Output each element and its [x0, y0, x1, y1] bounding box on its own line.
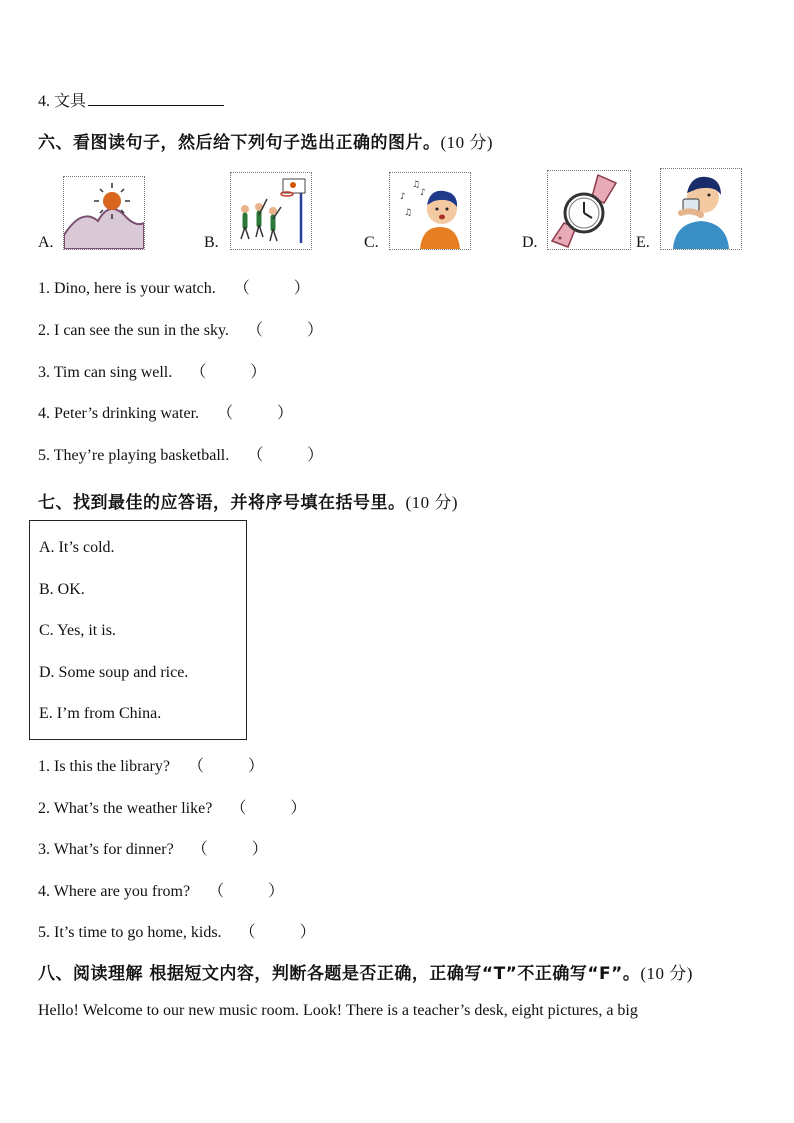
svg-text:♪: ♪	[420, 188, 426, 198]
answer-parentheses[interactable]	[230, 795, 306, 818]
answer-parentheses[interactable]	[188, 753, 264, 776]
question-text: 3. What’s for dinner?	[38, 841, 174, 858]
section6-score: (10 分)	[440, 133, 494, 152]
paren-open: （	[239, 924, 256, 941]
reading-passage: Hello! Welcome to our new music room. Look! There is a teacher’s desk, eight pictures, a big	[38, 1002, 638, 1019]
question-text: 4. Where are you from?	[38, 883, 191, 900]
paren-close: ）	[247, 758, 264, 775]
paren-close: ）	[307, 447, 324, 464]
paren-open: （	[191, 841, 208, 858]
answer-parentheses[interactable]	[192, 836, 268, 859]
section6-title: 六、看图读句子，然后给下列句子选出正确的图片。	[38, 133, 441, 153]
answer-parentheses[interactable]	[247, 317, 323, 340]
svg-text:♫: ♫	[412, 180, 421, 190]
section7-question	[38, 919, 316, 942]
question-text: 5. It’s time to go home, kids.	[38, 924, 222, 941]
sun-over-mountain-icon	[63, 176, 145, 250]
answer-parentheses[interactable]	[234, 275, 310, 298]
paren-close: ）	[251, 841, 268, 858]
paren-open: （	[208, 883, 225, 900]
boy-singing-icon	[389, 172, 471, 250]
paren-open: （	[246, 322, 263, 339]
section6-question	[38, 400, 293, 423]
option-d: D. Some soup and rice.	[39, 664, 189, 681]
question-text: 1. Dino, here is your watch.	[38, 280, 216, 297]
picture-a-label: A.	[38, 234, 54, 251]
question-text: 2. I can see the sun in the sky.	[38, 322, 229, 339]
paren-close: ）	[293, 280, 310, 297]
section7-score: (10 分)	[405, 493, 459, 512]
section8-score: (10 分)	[640, 964, 693, 983]
option-e: E. I’m from China.	[39, 705, 162, 722]
answer-parentheses[interactable]	[247, 442, 323, 465]
vocab-item-label: 4. 文具	[38, 93, 87, 110]
svg-text:♫: ♫	[404, 208, 413, 218]
paren-close: ）	[290, 800, 307, 817]
svg-text:♪: ♪	[400, 192, 406, 202]
section6-question	[38, 359, 266, 382]
picture-e-label: E.	[636, 234, 650, 251]
boy-drinking-icon	[660, 168, 742, 250]
section7-heading	[38, 488, 458, 513]
paren-close: ）	[306, 322, 323, 339]
answer-parentheses[interactable]	[208, 878, 284, 901]
options-box	[29, 520, 247, 740]
wristwatch-icon	[547, 170, 631, 250]
section8-title: 八、阅读理解 根据短文内容，判断各题是否正确，正确写“T”不正确写“F”。	[38, 964, 641, 984]
paren-close: ）	[277, 405, 294, 422]
picture-d-label: D.	[522, 234, 538, 251]
option-c: C. Yes, it is.	[39, 622, 116, 639]
section6-question	[38, 275, 310, 298]
kids-playing-basketball-icon	[230, 172, 312, 250]
answer-parentheses[interactable]	[240, 919, 316, 942]
section7-question	[38, 836, 268, 859]
section6-heading	[38, 128, 493, 153]
section7-question	[38, 878, 284, 901]
paren-open: （	[190, 364, 207, 381]
section8-heading	[38, 959, 693, 984]
section7-question	[38, 753, 264, 776]
vocab-item-stationery	[38, 88, 224, 111]
section6-question	[38, 317, 323, 340]
option-a: A. It’s cold.	[39, 539, 115, 556]
paren-open: （	[217, 405, 234, 422]
section7-title: 七、找到最佳的应答语，并将序号填在括号里。	[38, 493, 406, 513]
question-text: 1. Is this the library?	[38, 758, 170, 775]
option-b: B. OK.	[39, 581, 85, 598]
picture-b-label: B.	[204, 234, 219, 251]
picture-c-label: C.	[364, 234, 379, 251]
paren-open: （	[187, 758, 204, 775]
paren-close: ）	[250, 364, 267, 381]
paren-close: ）	[268, 883, 285, 900]
paren-close: ）	[299, 924, 316, 941]
answer-parentheses[interactable]	[217, 400, 293, 423]
question-text: 5. They’re playing basketball.	[38, 447, 230, 464]
section7-question	[38, 795, 306, 818]
answer-blank[interactable]	[88, 91, 224, 106]
question-text: 2. What’s the weather like?	[38, 800, 213, 817]
paren-open: （	[230, 800, 247, 817]
question-text: 3. Tim can sing well.	[38, 364, 173, 381]
paren-open: （	[247, 447, 264, 464]
question-text: 4. Peter’s drinking water.	[38, 405, 200, 422]
answer-parentheses[interactable]	[190, 359, 266, 382]
section6-question	[38, 442, 323, 465]
paren-open: （	[233, 280, 250, 297]
